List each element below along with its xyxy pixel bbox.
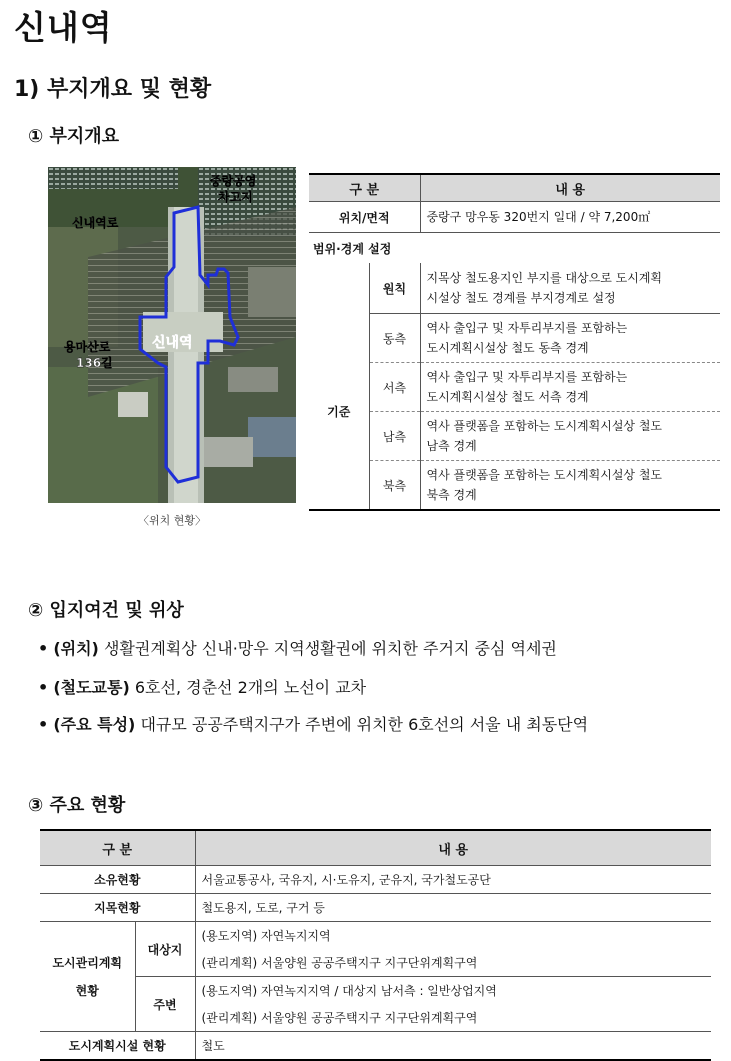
table-row <box>40 866 711 894</box>
east-line-2: 도시계획시설상 철도 동측 경계 <box>426 341 589 355</box>
west-line-2: 도시계획시설상 철도 서측 경계 <box>426 390 589 404</box>
header-category: 구 분 <box>309 174 420 202</box>
table-row <box>40 977 711 1005</box>
table-row <box>309 314 720 363</box>
target-line-1: (용도지역) 자연녹지지역 <box>201 929 331 943</box>
bullet-label: (주요 특성) <box>53 715 136 734</box>
north-line-1: 역사 플랫폼을 포함하는 도시계획시설상 철도 <box>426 468 663 482</box>
site-overview-table <box>309 173 720 511</box>
aerial-image <box>48 167 296 503</box>
header-category: 구 분 <box>40 830 195 866</box>
table-row <box>309 233 720 264</box>
principle-line-2: 시설상 철도 경계를 부지경계로 설정 <box>426 291 616 305</box>
table-row <box>309 412 720 461</box>
header-content: 내 용 <box>420 174 720 202</box>
subsection-heading-status: ③ 주요 현황 <box>28 795 126 816</box>
around-label: 주변 <box>135 977 195 1032</box>
subsection-heading-location: ② 입지여건 및 위상 <box>28 600 184 621</box>
page-title: 신내역 <box>14 8 113 47</box>
around-line-2: (관리계획) 서울양원 공공주택지구 지구단위계획구역 <box>195 1004 711 1032</box>
ownership-value: 서울교통공사, 국유지, 시·도유지, 군유지, 국가철도공단 <box>195 866 711 894</box>
map-label-station: 신내역 <box>152 335 193 351</box>
range-label: 범위·경계 설정 <box>313 241 392 256</box>
west-line-1: 역사 출입구 및 자투리부지를 포함하는 <box>426 370 628 384</box>
plan-label-line-1: 도시관리계획 <box>52 955 123 970</box>
bullet-mark: • <box>38 678 49 697</box>
bullet-text: 생활권계획상 신내·망우 지역생활권에 위치한 주거지 중심 역세권 <box>98 639 557 658</box>
location-label: 위치/면적 <box>309 202 420 233</box>
around-line-1: (용도지역) 자연녹지지역 / 대상지 남서측 : 일반상업지역 <box>201 984 497 998</box>
bullet-text: 6호선, 경춘선 2개의 노선이 교차 <box>129 678 367 697</box>
map-label-depot-2: 차고지 <box>218 190 253 204</box>
table-row <box>40 922 711 950</box>
facility-label: 도시계획시설 현황 <box>40 1032 195 1061</box>
table-row <box>309 202 720 233</box>
table-row <box>309 363 720 412</box>
bullet-item <box>38 636 557 659</box>
south-line-2: 남측 경계 <box>426 439 477 453</box>
table-header-row <box>40 830 711 866</box>
target-label: 대상지 <box>135 922 195 977</box>
facility-value: 철도 <box>195 1032 711 1061</box>
landcat-value: 철도용지, 도로, 구거 등 <box>195 894 711 922</box>
dir-south: 남측 <box>369 412 420 461</box>
bullet-item <box>38 675 366 698</box>
subsection-heading-site-overview: ① 부지개요 <box>28 126 120 147</box>
aerial-site-map <box>48 167 296 503</box>
table-row <box>309 461 720 511</box>
section-heading-1: 1) 부지개요 및 현황 <box>14 77 212 102</box>
map-label-road-sinnae: 신내역로 <box>72 216 119 230</box>
bullet-mark: • <box>38 715 49 734</box>
map-caption: 〈위치 현황〉 <box>137 514 206 527</box>
map-label-road-yongmasan-2: 136길 <box>76 356 113 370</box>
plan-label-line-2: 현황 <box>75 983 99 998</box>
table-row <box>40 894 711 922</box>
bullet-label: (위치) <box>53 639 99 658</box>
table-row <box>40 1032 711 1061</box>
dir-north: 북측 <box>369 461 420 511</box>
map-label-depot-1: 중랑공영 <box>210 174 257 188</box>
ownership-label: 소유현황 <box>40 866 195 894</box>
map-label-road-yongmasan-1: 용마산로 <box>64 340 111 354</box>
bullet-item <box>38 712 588 735</box>
principle-label: 원칙 <box>369 263 420 314</box>
bullet-label: (철도교통) <box>53 678 130 697</box>
dir-east: 동측 <box>369 314 420 363</box>
north-line-2: 북측 경계 <box>426 488 477 502</box>
principle-line-1: 지목상 철도용지인 부지를 대상으로 도시계획 <box>426 271 663 285</box>
landcat-label: 지목현황 <box>40 894 195 922</box>
standard-label: 기준 <box>309 314 369 511</box>
east-line-1: 역사 출입구 및 자투리부지를 포함하는 <box>426 321 628 335</box>
table-header-row <box>309 174 720 202</box>
table-row <box>309 263 720 314</box>
header-content: 내 용 <box>195 830 711 866</box>
status-table <box>40 829 711 1061</box>
bullet-mark: • <box>38 639 49 658</box>
dir-west: 서측 <box>369 363 420 412</box>
location-value: 중랑구 망우동 320번지 일대 / 약 7,200㎡ <box>420 202 720 233</box>
target-line-2: (관리계획) 서울양원 공공주택지구 지구단위계획구역 <box>195 949 711 977</box>
bullet-text: 대규모 공공주택지구가 주변에 위치한 6호선의 서울 내 최동단역 <box>135 715 589 734</box>
south-line-1: 역사 플랫폼을 포함하는 도시계획시설상 철도 <box>426 419 663 433</box>
